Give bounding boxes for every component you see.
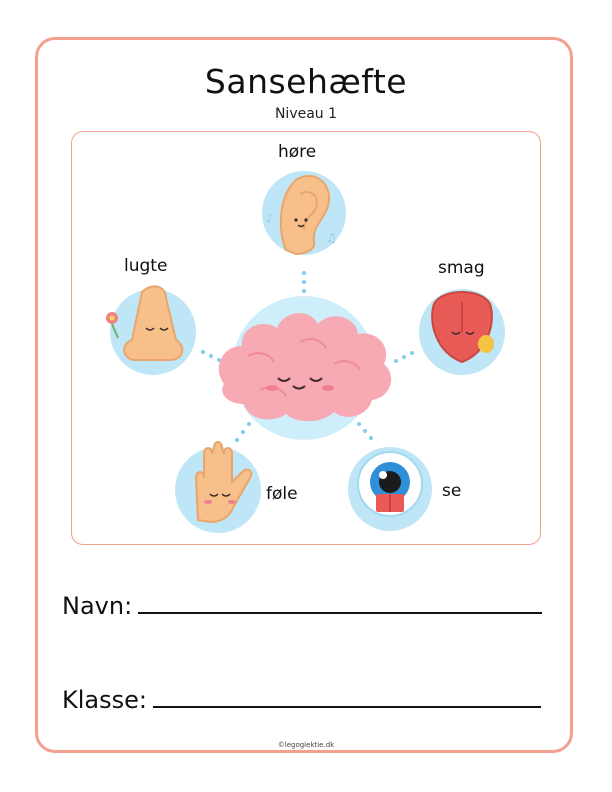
tongue-icon bbox=[419, 289, 505, 375]
copyright-text: ©legogiektie.dk bbox=[277, 741, 335, 749]
nose-icon bbox=[106, 286, 196, 375]
senses-illustration bbox=[72, 132, 542, 546]
senses-panel bbox=[71, 131, 541, 545]
page-title: Sansehæfte bbox=[204, 62, 408, 101]
hand-icon bbox=[175, 442, 261, 533]
eye-icon bbox=[348, 447, 432, 531]
name-label: Navn: bbox=[62, 592, 133, 620]
class-label: Klasse: bbox=[62, 686, 147, 714]
name-field[interactable] bbox=[62, 590, 542, 620]
class-field[interactable] bbox=[62, 684, 541, 714]
page-subtitle: Niveau 1 bbox=[274, 106, 338, 122]
svg-text:♫: ♫ bbox=[326, 231, 337, 245]
name-line[interactable] bbox=[138, 590, 542, 614]
class-line[interactable] bbox=[153, 684, 541, 708]
sense-label-taste: smag bbox=[438, 258, 485, 278]
sense-label-touch: føle bbox=[266, 484, 298, 504]
sense-label-smell: lugte bbox=[124, 256, 168, 276]
sense-label-hear: høre bbox=[278, 142, 317, 162]
svg-text:♪: ♪ bbox=[266, 211, 274, 225]
brain-icon bbox=[219, 296, 391, 440]
sense-label-see: se bbox=[442, 481, 462, 501]
ear-icon bbox=[262, 171, 346, 255]
